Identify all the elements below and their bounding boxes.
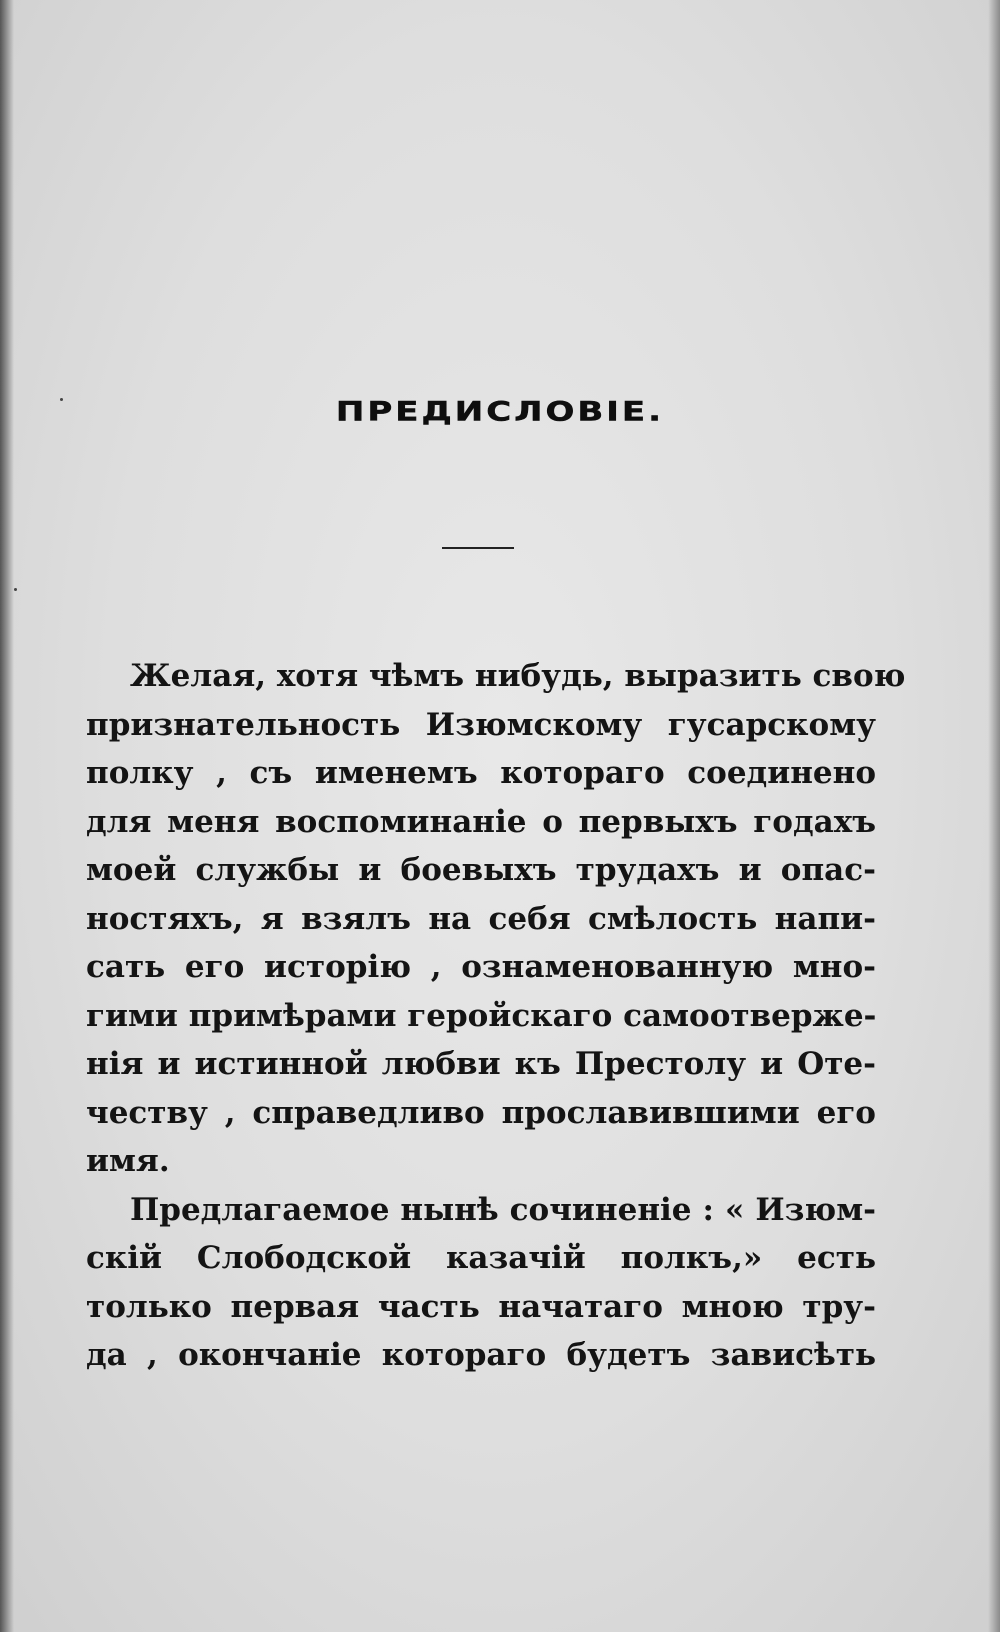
paper-speck (60, 398, 63, 401)
text-line: честву , справедливо прославившими его (86, 1094, 876, 1131)
text-line: имя. (86, 1143, 170, 1179)
text-line: ностяхъ, я взялъ на себя смѣлость напи- (86, 900, 876, 937)
body-text (86, 652, 906, 1380)
page-edge-shadow-left (0, 0, 14, 1632)
text-line: нія и истинной любви къ Престолу и Оте- (86, 1046, 876, 1082)
text-line: гими примѣрами геройскаго самоотверже- (86, 997, 877, 1034)
text-line: сать его исторію , ознаменованную мно- (86, 949, 876, 985)
text-line: признательность Изюмскому гусарскому (86, 706, 876, 743)
section-heading: ПРЕДИСЛОВІЕ. (335, 396, 665, 428)
text-line: Предлагаемое нынѣ сочиненіе : « Изюм- (130, 1191, 876, 1228)
text-line: только первая часть начатаго мною тру- (86, 1288, 876, 1325)
text-line: Желая, хотя чѣмъ нибудь, выразить свою (130, 658, 906, 694)
heading-divider (442, 547, 514, 549)
text-line: да , окончаніе котораго будетъ зависѣть (86, 1337, 876, 1373)
text-line: полку , съ именемъ котораго соединено (86, 755, 876, 791)
page-edge-shadow-right (988, 0, 1000, 1632)
text-line: скій Слободской казачій полкъ,» есть (86, 1240, 876, 1276)
paper-speck (14, 588, 17, 591)
text-line: моей службы и боевыхъ трудахъ и опас- (86, 852, 876, 888)
text-line: для меня воспоминаніе о первыхъ годахъ (86, 803, 876, 840)
